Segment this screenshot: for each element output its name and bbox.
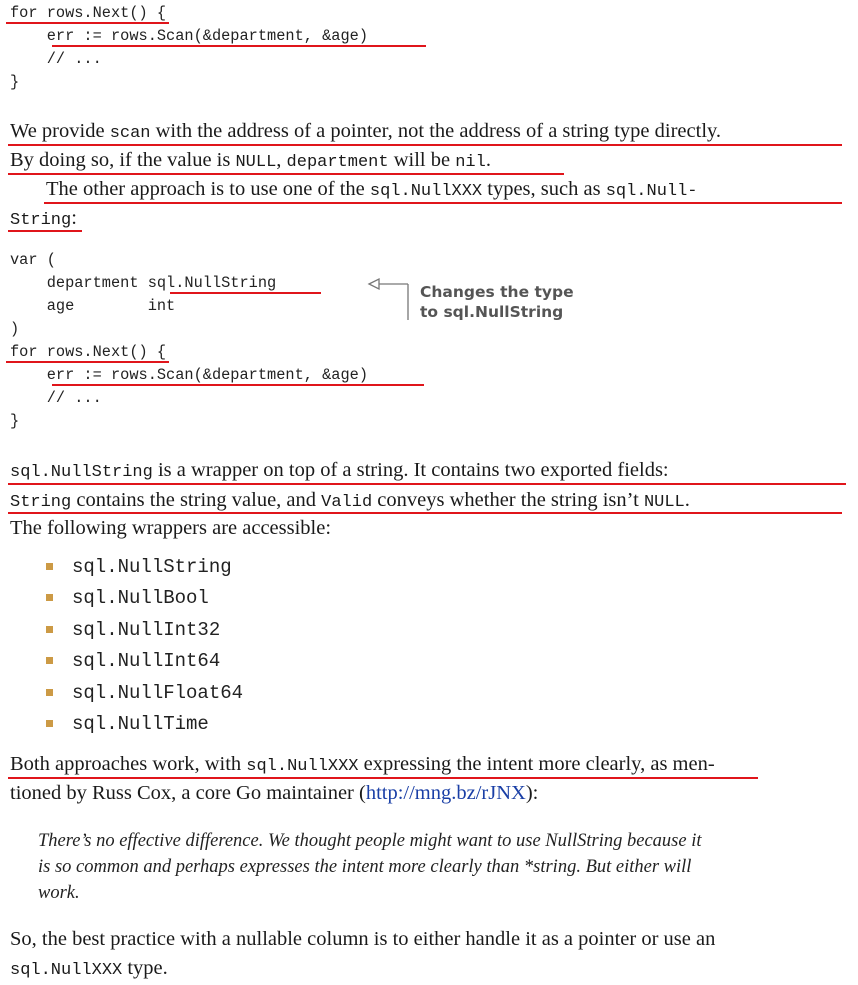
paragraph-line: The following wrappers are accessible: — [10, 517, 332, 539]
paragraph-line: tioned by Russ Cox, a core Go maintainer (http://mng.bz/rJNX): — [10, 782, 539, 804]
code-line: for rows.Next() { — [10, 4, 167, 22]
callout-arrow-icon — [366, 276, 416, 324]
code-line: err := rows.Scan(&department, &age) — [10, 27, 369, 45]
bullet-icon — [46, 594, 53, 601]
highlight-underline — [8, 230, 82, 232]
code-line: ) — [10, 320, 20, 338]
bullet-icon — [46, 689, 53, 696]
bullet-icon — [46, 626, 53, 633]
list-item: sql.NullString — [72, 556, 232, 578]
highlight-underline — [8, 777, 758, 779]
paragraph-line: String contains the string value, and Valid conveys whether the string isn’t NULL. — [10, 489, 690, 512]
code-line: department sql.NullString — [10, 274, 277, 292]
quote-block: There’s no effective difference. We thought people might want to use NullString because it is so common and perhaps expresses the intent more clearly than *string. But either will work. — [38, 831, 702, 903]
paragraph-line: Both approaches work, with sql.NullXXX expressing the intent more clearly, as men- — [10, 753, 715, 776]
list-item: sql.NullFloat64 — [72, 682, 244, 704]
highlight-underline — [6, 361, 169, 363]
code-line: age int — [10, 297, 176, 315]
paragraph-line: The other approach is to use one of the sql.NullXXX types, such as sql.Null- — [46, 178, 698, 201]
paragraph-line: By doing so, if the value is NULL, department will be nil. — [10, 149, 491, 172]
code-line: var ( — [10, 251, 56, 269]
highlight-underline — [170, 292, 321, 294]
bullet-icon — [46, 657, 53, 664]
bullet-icon — [46, 720, 53, 727]
paragraph-line: String: — [10, 207, 77, 230]
highlight-underline — [52, 45, 426, 47]
annotation-label: Changes the type to sql.NullString — [420, 283, 574, 321]
highlight-underline — [8, 483, 846, 485]
maintainer-link[interactable]: http://mng.bz/rJNX — [365, 782, 526, 804]
paragraph-line: We provide scan with the address of a pointer, not the address of a string type directly. — [10, 120, 722, 143]
code-line: // ... — [10, 50, 102, 68]
list-item: sql.NullInt64 — [72, 650, 221, 672]
highlight-underline — [8, 144, 842, 146]
code-line: } — [10, 412, 20, 430]
code-line: } — [10, 73, 20, 91]
paragraph-line: sql.NullXXX type. — [10, 957, 168, 980]
list-item: sql.NullInt32 — [72, 619, 221, 641]
highlight-underline — [8, 512, 842, 514]
list-item: sql.NullBool — [72, 587, 209, 609]
list-item: sql.NullTime — [72, 713, 209, 735]
highlight-underline — [44, 202, 842, 204]
code-line: // ... — [10, 389, 102, 407]
highlight-underline — [52, 384, 424, 386]
code-line: err := rows.Scan(&department, &age) — [10, 366, 369, 384]
highlight-underline — [6, 22, 169, 24]
bullet-icon — [46, 563, 53, 570]
paragraph-line: sql.NullString is a wrapper on top of a string. It contains two exported fields: — [10, 459, 669, 482]
code-line: for rows.Next() { — [10, 343, 167, 361]
paragraph-line: So, the best practice with a nullable column is to either handle it as a pointer or use an — [10, 928, 716, 950]
